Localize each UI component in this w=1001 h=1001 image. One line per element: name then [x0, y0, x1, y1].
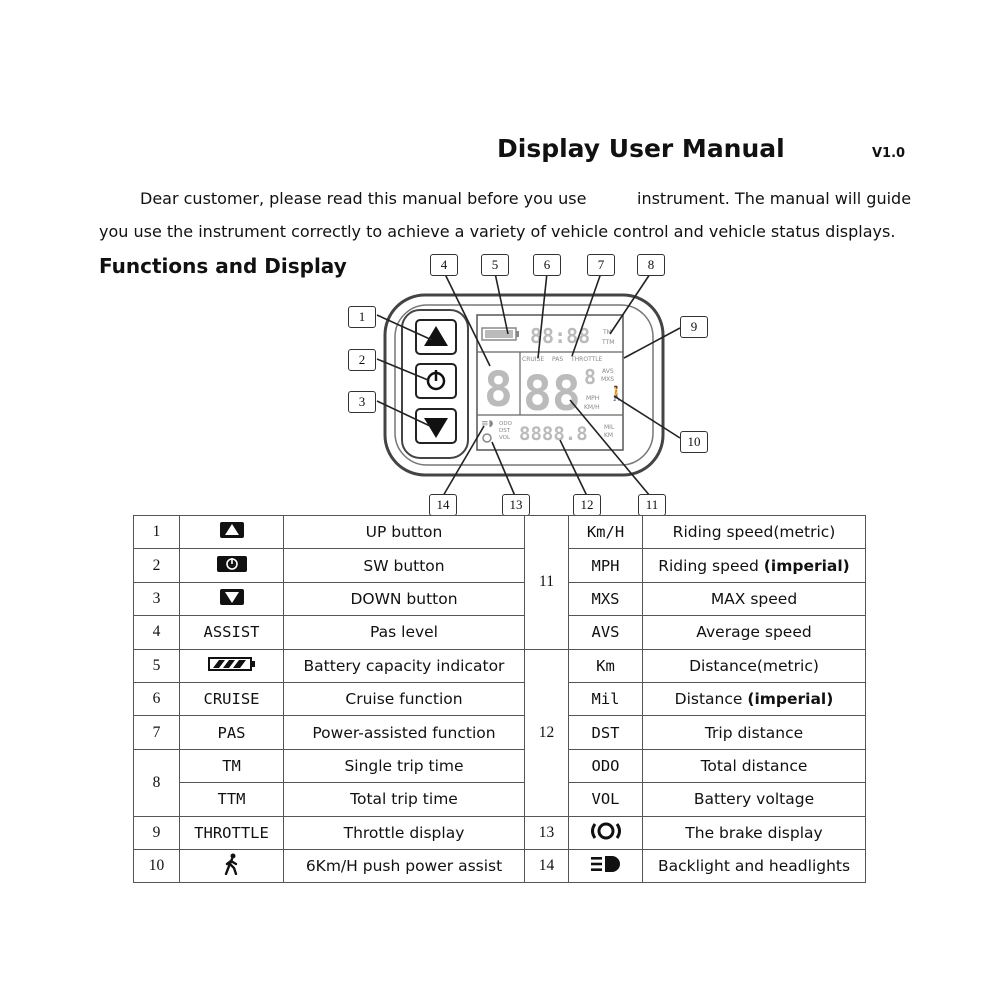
item-description	[643, 549, 866, 582]
item-number: 6	[134, 682, 180, 715]
lcd-odo-digits: 8888.8	[519, 423, 588, 445]
battery-icon	[180, 649, 284, 682]
item-description: Throttle display	[284, 816, 525, 849]
lcd-label-km: KM	[604, 432, 614, 439]
item-number: 5	[134, 649, 180, 682]
item-code: MXS	[569, 582, 643, 615]
table-row	[134, 549, 866, 582]
callout-4: 4	[430, 254, 458, 276]
item-code: CRUISE	[180, 682, 284, 715]
callout-1: 1	[348, 306, 376, 328]
table-row	[134, 716, 866, 749]
item-code: DST	[569, 716, 643, 749]
callout-11: 11	[638, 494, 666, 516]
table-row	[134, 816, 866, 849]
item-description	[643, 816, 866, 849]
lcd-time-digits: 88:88	[530, 324, 591, 348]
callout-3: 3	[348, 391, 376, 413]
page-title: Display User Manual	[497, 134, 785, 163]
lcd-headlight-icon: ≡◗	[481, 419, 494, 429]
item-description	[643, 616, 866, 649]
item-description	[643, 716, 866, 749]
lcd-label-kmh: KM/H	[584, 404, 600, 411]
item-number: 3	[134, 582, 180, 615]
table-row	[134, 682, 866, 715]
lcd-label-pas: PAS	[552, 356, 564, 363]
description-text: Battery voltage	[693, 790, 815, 809]
lcd-label-vol: VOL	[499, 435, 511, 441]
callout-9: 9	[680, 316, 708, 338]
table-row	[134, 783, 866, 816]
item-description: Power-assisted function	[284, 716, 525, 749]
item-description	[643, 682, 866, 715]
callout-6: 6	[533, 254, 561, 276]
table-row	[134, 616, 866, 649]
lcd-label-dst: DST	[499, 428, 511, 434]
item-number: 11	[525, 516, 569, 650]
item-description: Battery capacity indicator	[284, 649, 525, 682]
description-text: MAX speed	[710, 589, 798, 608]
item-code: TTM	[180, 783, 284, 816]
item-number: 9	[134, 816, 180, 849]
item-code: VOL	[569, 783, 643, 816]
item-number: 2	[134, 549, 180, 582]
callout-8: 8	[637, 254, 665, 276]
walking-person-icon	[180, 849, 284, 882]
item-description: Cruise function	[284, 682, 525, 715]
description-qualifier: (imperial)	[747, 690, 834, 709]
lcd-label-throttle: THROTTLE	[571, 356, 603, 363]
table-row	[134, 749, 866, 782]
item-code: AVS	[569, 616, 643, 649]
brake-icon	[569, 816, 643, 849]
version-label: V1.0	[872, 146, 906, 161]
callout-7: 7	[587, 254, 615, 276]
item-description	[643, 783, 866, 816]
item-number: 14	[525, 849, 569, 882]
item-description: Pas level	[284, 616, 525, 649]
intro-line2: you use the instrument correctly to achieve a variety of vehicle control and vehicle status displays.	[99, 222, 896, 241]
lcd-label-mph: MPH	[586, 395, 600, 402]
item-description	[643, 649, 866, 682]
section-title: Functions and Display	[99, 254, 347, 278]
item-code: ASSIST	[180, 616, 284, 649]
item-description: 6Km/H push power assist	[284, 849, 525, 882]
description-text: Total distance	[700, 756, 808, 775]
description-qualifier: (imperial)	[763, 556, 850, 575]
item-description	[643, 516, 866, 549]
lcd-walk-icon: 🚶	[608, 386, 626, 402]
item-number: 7	[134, 716, 180, 749]
callout-10: 10	[680, 431, 708, 453]
callout-13: 13	[502, 494, 530, 516]
intro-line1-part1: Dear customer, please read this manual before you use	[140, 189, 587, 208]
up-button-icon	[180, 516, 284, 549]
description-qualifier: (metric)	[756, 656, 819, 675]
lcd-label-ttm: TTM	[602, 339, 615, 346]
item-description: DOWN button	[284, 582, 525, 615]
lcd-speed-tenth: 8	[584, 365, 597, 389]
table-row	[134, 649, 866, 682]
item-code: Mil	[569, 682, 643, 715]
item-number: 10	[134, 849, 180, 882]
lcd-label-tm: TM	[603, 329, 612, 336]
description-text: Riding speed	[658, 556, 764, 575]
table-row	[134, 582, 866, 615]
item-number: 13	[525, 816, 569, 849]
item-description	[643, 582, 866, 615]
description-text: Distance	[674, 690, 748, 709]
function-table	[133, 515, 866, 883]
description-text: Average speed	[696, 623, 812, 642]
lcd-label-mil: MIL	[604, 424, 615, 431]
display-diagram	[340, 248, 720, 518]
intro-line1-part2: instrument. The manual will guide	[637, 189, 912, 208]
table-row	[134, 849, 866, 882]
down-button-icon	[180, 582, 284, 615]
lcd-speed-digits: 88	[523, 366, 581, 422]
description-text: Backlight and headlights	[657, 857, 851, 876]
power-button-icon	[180, 549, 284, 582]
item-description: Total trip time	[284, 783, 525, 816]
callout-12: 12	[573, 494, 601, 516]
item-number: 4	[134, 616, 180, 649]
item-code: Km	[569, 649, 643, 682]
item-code: PAS	[180, 716, 284, 749]
headlight-icon	[569, 849, 643, 882]
item-number: 12	[525, 649, 569, 816]
lcd-label-avs: AVS	[602, 368, 614, 375]
item-description	[643, 749, 866, 782]
description-qualifier: (metric)	[773, 523, 836, 542]
description-text: Trip distance	[704, 723, 804, 742]
callout-5: 5	[481, 254, 509, 276]
item-description: SW button	[284, 549, 525, 582]
item-description: UP button	[284, 516, 525, 549]
item-code: ODO	[569, 749, 643, 782]
item-number: 8	[134, 749, 180, 816]
lcd-label-odo: ODO	[499, 421, 512, 427]
description-text: Distance	[689, 656, 757, 675]
description-text: The brake display	[685, 823, 823, 842]
item-number: 1	[134, 516, 180, 549]
lcd-assist-digit: 8	[484, 362, 513, 418]
callout-2: 2	[348, 349, 376, 371]
display-illustration	[340, 248, 720, 518]
description-text: Riding speed	[672, 523, 774, 542]
table-row	[134, 516, 866, 549]
item-code: MPH	[569, 549, 643, 582]
lcd-label-cruise: CRUISE	[522, 356, 545, 363]
item-description	[643, 849, 866, 882]
item-code: THROTTLE	[180, 816, 284, 849]
item-description: Single trip time	[284, 749, 525, 782]
lcd-label-mxs: MXS	[601, 376, 615, 383]
item-code: TM	[180, 749, 284, 782]
item-code: Km/H	[569, 516, 643, 549]
callout-14: 14	[429, 494, 457, 516]
